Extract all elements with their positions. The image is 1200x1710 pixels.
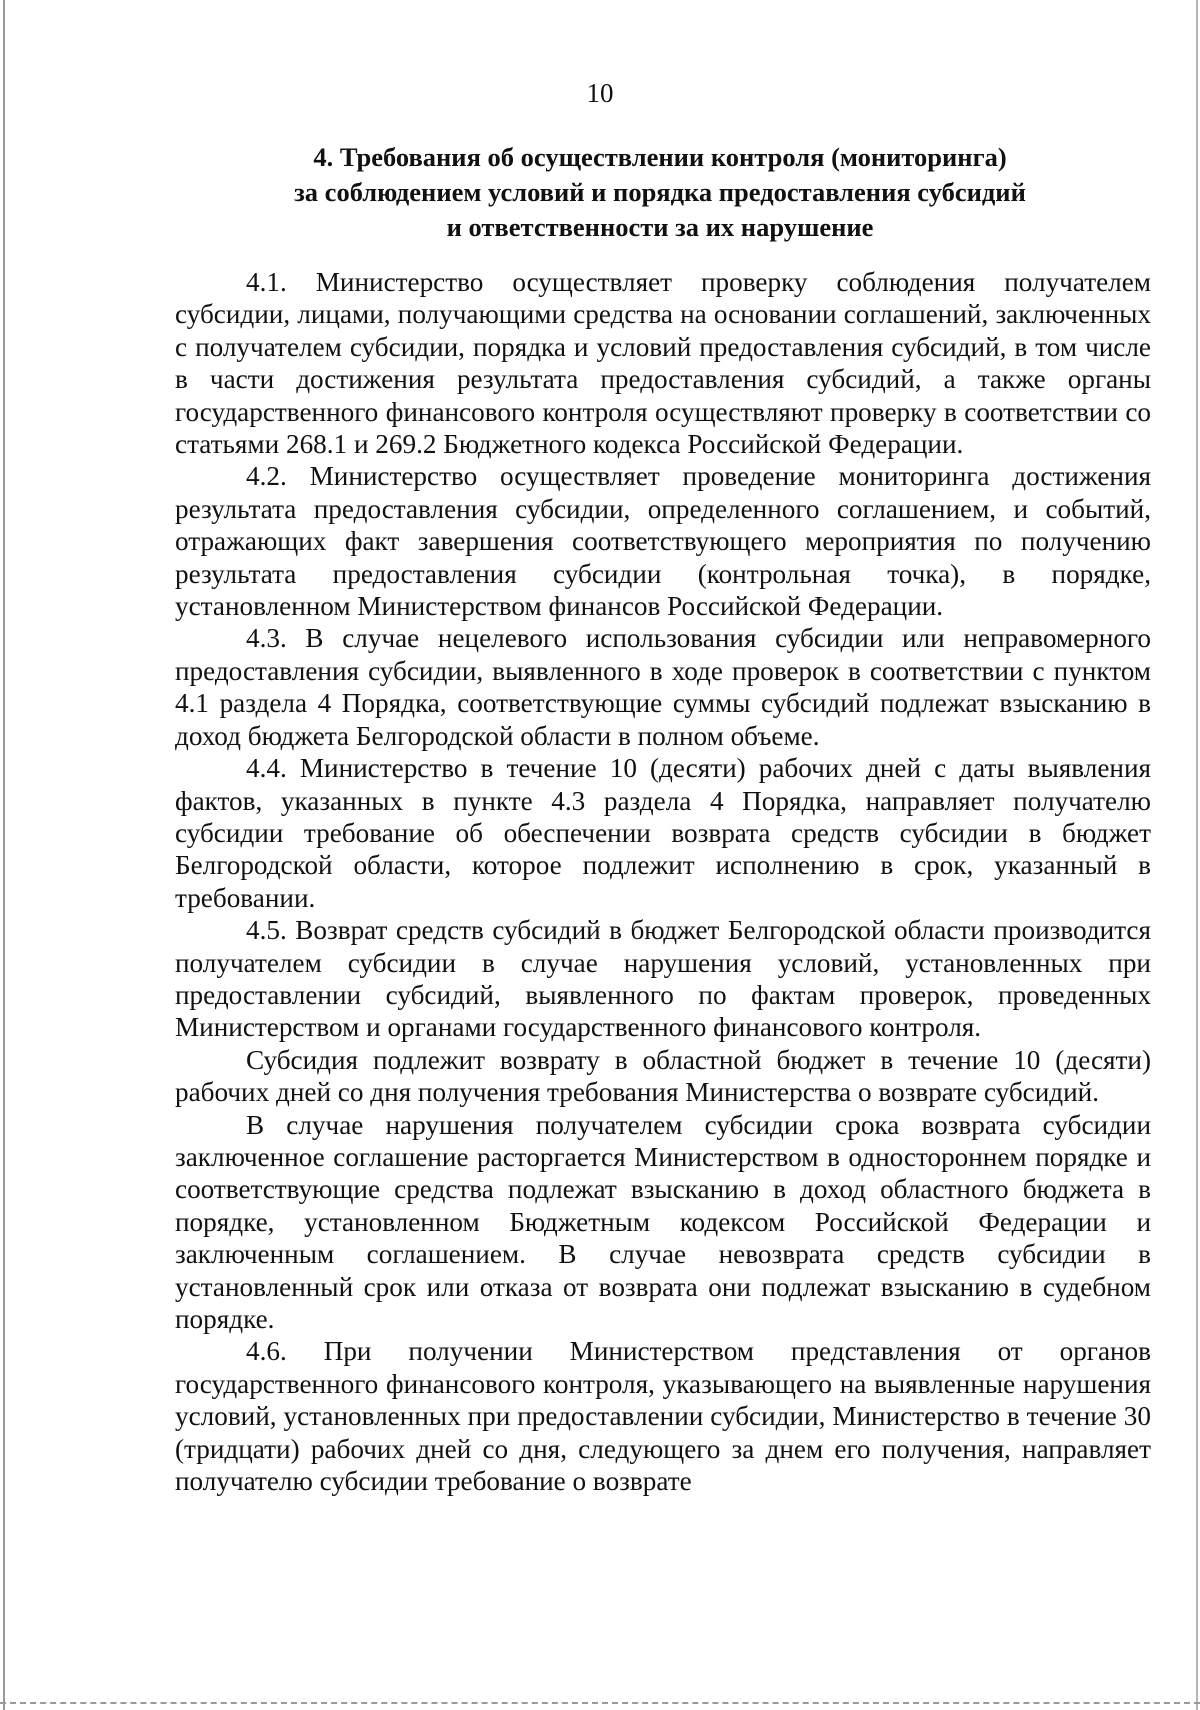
page-number: 10 xyxy=(586,78,614,108)
paragraph-4-3: 4.3. В случае нецелевого использования субсидии или неправомерного предоставления субсидии, выявленного в ходе проверок в соответствии с пунктом 4.1 раздела 4 Порядка, соответствующие суммы субсидий подлежат взысканию в доход бюджета Белгородской области в полном объеме. xyxy=(175,623,1151,751)
heading-line: за соблюдением условий и порядка предоставления субсидий xyxy=(294,177,1026,207)
document-body xyxy=(175,266,1151,1497)
paragraph-4-4: 4.4. Министерство в течение 10 (десяти) рабочих дней с даты выявления фактов, указанных в пункте 4.3 раздела 4 Порядка, направляет получателю субсидии требование об обеспечении возврата средств субсидии в бюджет Белгородской области, которое подлежит исполнению в срок, указанный в требовании. xyxy=(175,753,1151,913)
heading-line: 4. Требования об осуществлении контроля (мониторинга) xyxy=(313,142,1007,172)
section-heading xyxy=(175,140,1145,245)
scan-bottom-edge xyxy=(0,1702,1200,1704)
paragraph-4-6: 4.6. При получении Министерством представления от органов государственного финансового контроля, указывающего на выявленные нарушения условий, установленных при предоставлении субсидии, Министерство в течение 30 (тридцати) рабочих дней со дня, следующего за днем его получения, направляет получателю субсидии требование о возврате xyxy=(175,1336,1151,1497)
paragraph-4-2: 4.2. Министерство осуществляет проведение мониторинга достижения результата предоставления субсидии, определенного соглашением, и событий, отражающих факт завершения соответствующего мероприятия по получению результата предоставления субсидии (контрольная точка), в порядке, установленном Министерством финансов Российской Федерации. xyxy=(175,461,1151,622)
scan-left-edge xyxy=(3,0,5,1710)
paragraph-4-5: 4.5. Возврат средств субсидий в бюджет Белгородской области производится получателем субсидии в случае нарушения условий, установленных при предоставлении субсидий, выявленного по фактам проверок, проведенных Министерством и органами государственного финансового контроля. xyxy=(175,915,1151,1043)
paragraph-4-1: 4.1. Министерство осуществляет проверку соблюдения получателем субсидии, лицами, получающими средства на основании соглашений, заключенных с получателем субсидии, порядка и условий предоставления субсидий, в том числе в части достижения результата предоставления субсидий, а также органы государственного финансового контроля осуществляют проверку в соответствии со статьями 268.1 и 269.2 Бюджетного кодекса Российской Федерации. xyxy=(175,267,1151,460)
scan-right-edge xyxy=(1196,0,1198,1710)
paragraph-return-term: Субсидия подлежит возврату в областной бюджет в течение 10 (десяти) рабочих дней со дня получения требования Министерства о возврате субсидий. xyxy=(175,1044,1151,1108)
paragraph-violation: В случае нарушения получателем субсидии срока возврата субсидии заключенное соглашение расторгается Министерством в одностороннем порядке и соответствующие средства подлежат взысканию в доход областного бюджета в порядке, установленном Бюджетным кодексом Российской Федерации и заключенным соглашением. В случае невозврата средств субсидии в установленный срок или отказа от возврата они подлежат взысканию в судебном порядке. xyxy=(175,1109,1151,1334)
heading-line: и ответственности за их нарушение xyxy=(446,212,874,242)
